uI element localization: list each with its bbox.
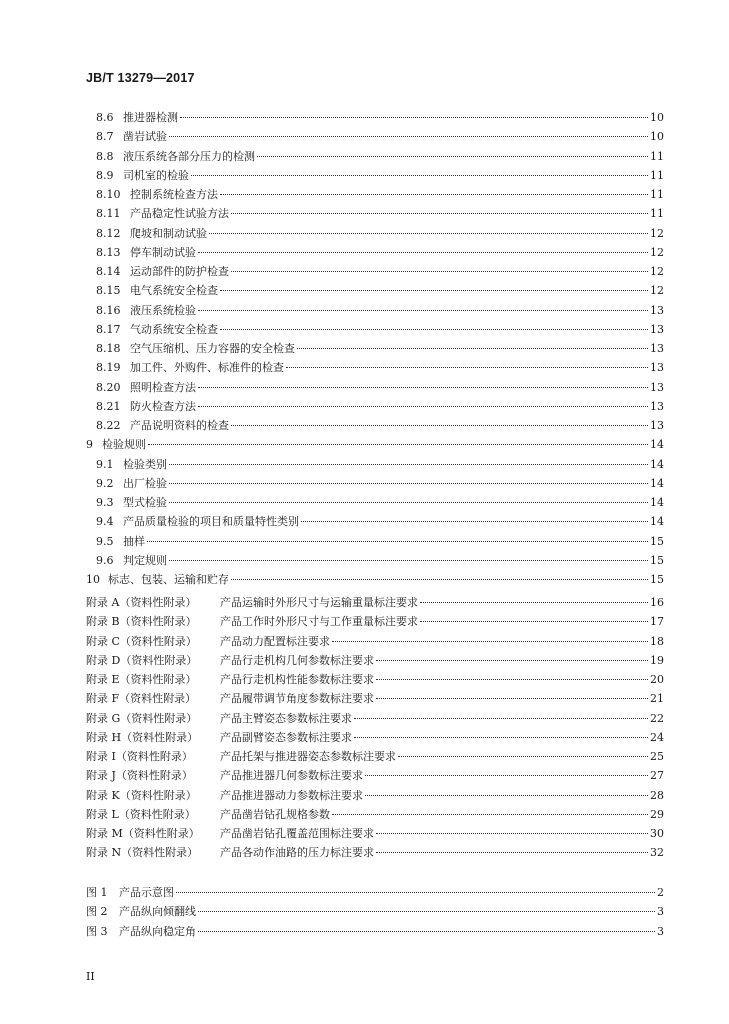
toc-entry-8-21[interactable] — [96, 397, 664, 416]
toc-figure-1-title: 产品示意图 — [119, 886, 174, 899]
toc-entry-8-20[interactable] — [96, 378, 664, 397]
toc-appendix-n-number: 附录 N（资料性附录） — [86, 846, 199, 860]
toc-entry-8-12-page-number: 12 — [650, 226, 664, 240]
toc-entry-8-11-leader-dots — [231, 213, 648, 214]
toc-appendix-l-leader-dots — [332, 814, 648, 815]
toc-figure-1-leader-dots — [176, 892, 655, 893]
toc-entry-8-15[interactable] — [96, 281, 664, 300]
toc-entry-8-6[interactable] — [96, 108, 664, 127]
toc-entry-9-1-number: 9.1 — [96, 457, 114, 471]
toc-entry-9-6-number: 9.6 — [96, 553, 114, 567]
toc-entry-8-18-number: 8.18 — [96, 342, 121, 355]
toc-appendix-j-leader-dots — [365, 775, 648, 776]
toc-entry-8-21-title: 防火检查方法 — [130, 399, 196, 413]
toc-appendix-j-page-number: 27 — [650, 769, 664, 783]
toc-entry-9-4-title: 产品质量检验的项目和质量特性类别 — [123, 515, 299, 529]
toc-appendix-b[interactable] — [86, 612, 664, 631]
toc-appendix-b-title: 产品工作时外形尺寸与工作重量标注要求 — [220, 615, 418, 629]
toc-appendix-i-page-number: 25 — [650, 750, 664, 763]
toc-appendix-m-page-number: 30 — [650, 827, 664, 840]
page-number: II — [86, 970, 95, 983]
toc-entry-8-16-page-number: 13 — [650, 303, 664, 317]
toc-entry-8-16-leader-dots — [198, 310, 648, 311]
toc-figure-2-number: 图 2 — [86, 905, 108, 919]
toc-appendix-b-leader-dots — [420, 621, 648, 622]
toc-entry-8-15-leader-dots — [220, 290, 648, 291]
toc-entry-8-17-number: 8.17 — [96, 322, 121, 336]
toc-entry-8-12[interactable] — [96, 224, 664, 243]
toc-appendix-l-number: 附录 L（资料性附录） — [86, 807, 196, 821]
toc-appendix-a-page-number: 16 — [650, 596, 664, 609]
toc-appendix-n-leader-dots — [376, 852, 648, 853]
toc-appendix-a-number: 附录 A（资料性附录） — [86, 596, 197, 609]
toc-appendix-a[interactable] — [86, 593, 664, 612]
toc-entry-9-2-page-number: 14 — [650, 476, 664, 490]
toc-entry-8-18[interactable] — [96, 339, 664, 358]
toc-appendix-j[interactable] — [86, 766, 664, 785]
toc-entry-9-2[interactable] — [96, 474, 664, 493]
toc-entry-8-7-title: 凿岩试验 — [123, 130, 167, 144]
toc-entry-8-7-leader-dots — [169, 136, 648, 137]
toc-appendix-k-number: 附录 K（资料性附录） — [86, 788, 197, 802]
toc-entry-9-5-page-number: 15 — [650, 534, 664, 548]
toc-entry-9-2-number: 9.2 — [96, 476, 114, 490]
toc-entry-8-19-leader-dots — [286, 367, 648, 368]
toc-appendix-g-number: 附录 G（资料性附录） — [86, 711, 198, 725]
toc-entry-8-12-number: 8.12 — [96, 226, 121, 240]
toc-entry-10-leader-dots — [231, 579, 648, 580]
toc-appendix-g[interactable] — [86, 709, 664, 728]
toc-entry-9-6-leader-dots — [169, 560, 648, 561]
toc-appendix-k-leader-dots — [365, 795, 648, 796]
toc-entry-9-6-title: 判定规则 — [123, 553, 167, 567]
toc-figure-3-leader-dots — [198, 931, 655, 932]
toc-entry-8-17[interactable] — [96, 320, 664, 339]
toc-entry-9-3-title: 型式检验 — [123, 496, 167, 509]
toc-appendix-a-title: 产品运输时外形尺寸与运输重量标注要求 — [220, 596, 418, 609]
toc-appendix-f-number: 附录 F（资料性附录） — [86, 692, 197, 706]
toc-entry-8-11-title: 产品稳定性试验方法 — [130, 207, 229, 221]
toc-entry-9-title: 检验规则 — [102, 438, 146, 452]
toc-entry-8-13[interactable] — [96, 243, 664, 262]
toc-entry-8-8[interactable] — [96, 147, 664, 166]
toc-appendix-j-number: 附录 J（资料性附录） — [86, 769, 193, 783]
toc-appendix-f[interactable] — [86, 689, 664, 708]
toc-figure-2[interactable] — [86, 902, 664, 921]
document-code: JB/T 13279—2017 — [86, 71, 195, 85]
toc-entry-8-19[interactable] — [96, 358, 664, 377]
toc-appendix-i-leader-dots — [398, 756, 648, 757]
toc-entry-8-9-leader-dots — [191, 175, 648, 176]
toc-appendix-k[interactable] — [86, 786, 664, 805]
toc-figure-3[interactable] — [86, 922, 664, 941]
toc-appendix-l[interactable] — [86, 805, 664, 824]
toc-entry-8-10-leader-dots — [220, 194, 648, 195]
toc-entry-9-2-title: 出厂检验 — [123, 476, 167, 490]
toc-entry-8-16-number: 8.16 — [96, 303, 121, 317]
toc-entry-8-19-page-number: 13 — [650, 361, 664, 375]
toc-entry-8-22-number: 8.22 — [96, 419, 121, 432]
toc-entry-8-10-page-number: 11 — [650, 188, 664, 201]
toc-entry-8-14-leader-dots — [231, 271, 648, 272]
toc-entry-8-15-number: 8.15 — [96, 284, 121, 298]
toc-entry-8-14-number: 8.14 — [96, 265, 121, 278]
toc-entry-10[interactable] — [86, 570, 664, 589]
toc-entry-8-21-leader-dots — [198, 406, 648, 407]
toc-entry-8-9-title: 司机室的检验 — [123, 168, 189, 182]
toc-entry-9-5[interactable] — [96, 532, 664, 551]
toc-entry-8-9-number: 8.9 — [96, 168, 114, 182]
toc-entry-8-22-leader-dots — [231, 425, 648, 426]
toc-entry-9-1-title: 检验类别 — [123, 457, 167, 471]
toc-appendix-g-page-number: 22 — [650, 711, 664, 725]
toc-entry-9-2-leader-dots — [169, 483, 648, 484]
toc-entry-9-page-number: 14 — [650, 438, 664, 452]
toc-entry-9-1-leader-dots — [169, 464, 648, 465]
toc-entry-8-7[interactable] — [96, 127, 664, 146]
toc-appendix-e-leader-dots — [376, 679, 648, 680]
toc-entry-8-20-leader-dots — [198, 387, 648, 388]
toc-appendix-e-number: 附录 E（资料性附录） — [86, 673, 197, 686]
toc-entry-8-18-page-number: 13 — [650, 342, 664, 355]
toc-appendix-g-leader-dots — [354, 718, 648, 719]
toc-appendix-a-leader-dots — [420, 602, 648, 603]
toc-entry-9-4-page-number: 14 — [650, 515, 664, 529]
toc-appendix-e-title: 产品行走机构性能参数标注要求 — [220, 673, 374, 686]
toc-entry-8-20-page-number: 13 — [650, 380, 664, 394]
toc-appendix-c-title: 产品动力配置标注要求 — [220, 634, 330, 648]
toc-entry-8-15-page-number: 12 — [650, 284, 664, 298]
toc-entry-8-18-title: 空气压缩机、压力容器的安全检查 — [130, 342, 295, 355]
toc-entry-8-16[interactable] — [96, 301, 664, 320]
toc-entry-8-18-leader-dots — [297, 348, 648, 349]
toc-appendix-e-page-number: 20 — [650, 673, 664, 686]
toc-appendix-f-page-number: 21 — [650, 692, 664, 706]
toc-entry-9-6[interactable] — [96, 551, 664, 570]
toc-entry-8-13-title: 停车制动试验 — [130, 245, 196, 259]
toc-appendix-i[interactable] — [86, 747, 664, 766]
toc-appendix-d-number: 附录 D（资料性附录） — [86, 653, 198, 667]
toc-appendix-h-number: 附录 H（资料性附录） — [86, 730, 199, 744]
toc-appendix-m-number: 附录 M（资料性附录） — [86, 827, 200, 840]
toc-entry-9-3-page-number: 14 — [650, 496, 664, 509]
toc-appendix-h-page-number: 24 — [650, 730, 664, 744]
toc-entry-8-7-number: 8.7 — [96, 130, 114, 144]
toc-entry-8-9[interactable] — [96, 166, 664, 185]
toc-appendix-c-page-number: 18 — [650, 634, 664, 648]
toc-entry-8-6-page-number: 10 — [650, 111, 664, 124]
toc-entry-8-16-title: 液压系统检验 — [130, 303, 196, 317]
toc-appendix-n-page-number: 32 — [650, 846, 664, 860]
toc-appendix-c-number: 附录 C（资料性附录） — [86, 634, 197, 648]
toc-figure-3-title: 产品纵向稳定角 — [119, 924, 196, 938]
toc-appendix-l-title: 产品凿岩钻孔规格参数 — [220, 807, 330, 821]
toc-entry-8-12-title: 爬坡和制动试验 — [130, 226, 207, 240]
toc-entry-9-1-page-number: 14 — [650, 457, 664, 471]
toc-entry-8-8-number: 8.8 — [96, 149, 114, 163]
toc-appendix-g-title: 产品主臂姿态参数标注要求 — [220, 711, 352, 725]
toc-appendix-b-page-number: 17 — [650, 615, 664, 629]
toc-figure-1-page-number: 2 — [657, 886, 664, 899]
toc-entry-8-9-page-number: 11 — [650, 168, 664, 182]
toc-appendix-d-title: 产品行走机构几何参数标注要求 — [220, 653, 374, 667]
toc-appendix-d-page-number: 19 — [650, 653, 664, 667]
toc-entry-9-3-leader-dots — [169, 502, 648, 503]
toc-appendix-e[interactable] — [86, 670, 664, 689]
toc-figure-1-number: 图 1 — [86, 886, 108, 899]
toc-entry-9[interactable] — [86, 435, 664, 454]
toc-appendix-i-title: 产品托架与推进器姿态参数标注要求 — [220, 750, 396, 763]
toc-appendix-n[interactable] — [86, 843, 664, 862]
toc-entry-8-14-page-number: 12 — [650, 265, 664, 278]
toc-entry-8-22[interactable] — [96, 416, 664, 435]
toc-figure-1[interactable] — [86, 883, 664, 902]
toc-appendix-h-title: 产品副臂姿态参数标注要求 — [220, 730, 352, 744]
toc-entry-8-20-title: 照明检查方法 — [130, 380, 196, 394]
toc-entry-8-10-number: 8.10 — [96, 188, 121, 201]
toc-entry-9-4[interactable] — [96, 512, 664, 531]
toc-entry-9-3[interactable] — [96, 493, 664, 512]
toc-entry-8-19-number: 8.19 — [96, 361, 121, 375]
toc-entry-9-6-page-number: 15 — [650, 553, 664, 567]
toc-entry-9-3-number: 9.3 — [96, 496, 114, 509]
toc-figure-3-number: 图 3 — [86, 924, 108, 938]
toc-entry-8-8-title: 液压系统各部分压力的检测 — [123, 149, 255, 163]
toc-appendix-d-leader-dots — [376, 660, 648, 661]
toc-entry-8-12-leader-dots — [209, 233, 648, 234]
toc-entry-9-4-leader-dots — [301, 521, 648, 522]
toc-appendix-h-leader-dots — [354, 737, 648, 738]
toc-entry-8-14-title: 运动部件的防护检查 — [130, 265, 229, 278]
toc-entry-8-11-number: 8.11 — [96, 207, 121, 221]
toc-entry-10-page-number: 15 — [650, 573, 664, 586]
toc-appendix-k-title: 产品推进器动力参数标注要求 — [220, 788, 363, 802]
toc-entry-9-1[interactable] — [96, 455, 664, 474]
toc-appendix-c-leader-dots — [332, 641, 648, 642]
toc-entry-8-11[interactable] — [96, 204, 664, 223]
toc-entry-8-21-page-number: 13 — [650, 399, 664, 413]
toc-entry-8-8-leader-dots — [257, 156, 648, 157]
toc-figure-2-page-number: 3 — [657, 905, 664, 919]
toc-entry-10-title: 标志、包装、运输和贮存 — [108, 573, 229, 586]
toc-appendix-j-title: 产品推进器几何参数标注要求 — [220, 769, 363, 783]
toc-entry-8-22-page-number: 13 — [650, 419, 664, 432]
toc-entry-8-22-title: 产品说明资料的检查 — [130, 419, 229, 432]
toc-entry-8-17-title: 气动系统安全检查 — [130, 322, 218, 336]
toc-figure-2-title: 产品纵向倾翻线 — [119, 905, 196, 919]
toc-entry-8-13-number: 8.13 — [96, 245, 121, 259]
toc-entry-9-leader-dots — [148, 444, 648, 445]
toc-entry-9-4-number: 9.4 — [96, 515, 114, 529]
toc-appendix-m-title: 产品凿岩钻孔覆盖范围标注要求 — [220, 827, 374, 840]
toc-appendix-l-page-number: 29 — [650, 807, 664, 821]
toc-entry-8-7-page-number: 10 — [650, 130, 664, 144]
toc-appendix-d[interactable] — [86, 651, 664, 670]
toc-entry-9-5-leader-dots — [147, 541, 648, 542]
toc-appendix-h[interactable] — [86, 728, 664, 747]
toc-entry-8-6-leader-dots — [180, 117, 648, 118]
toc-entry-8-13-leader-dots — [198, 252, 648, 253]
toc-entry-8-6-title: 推进器检测 — [123, 111, 178, 124]
toc-entry-10-number: 10 — [86, 573, 100, 586]
toc-entry-8-8-page-number: 11 — [650, 149, 664, 163]
toc-appendix-m-leader-dots — [376, 833, 648, 834]
toc-appendix-i-number: 附录 I（资料性附录） — [86, 750, 193, 763]
toc-entry-9-5-title: 抽样 — [123, 534, 145, 548]
toc-entry-8-20-number: 8.20 — [96, 380, 121, 394]
toc-entry-8-14[interactable] — [96, 262, 664, 281]
toc-entry-8-10[interactable] — [96, 185, 664, 204]
toc-appendix-f-title: 产品履带调节角度参数标注要求 — [220, 692, 374, 706]
toc-entry-8-11-page-number: 11 — [650, 207, 664, 221]
toc-appendix-c[interactable] — [86, 632, 664, 651]
toc-entry-8-17-page-number: 13 — [650, 322, 664, 336]
toc-entry-8-19-title: 加工件、外购件、标准件的检查 — [130, 361, 284, 375]
toc-entry-9-5-number: 9.5 — [96, 534, 114, 548]
toc-entry-8-10-title: 控制系统检查方法 — [130, 188, 218, 201]
toc-figure-2-leader-dots — [198, 911, 655, 912]
toc-entry-8-17-leader-dots — [220, 329, 648, 330]
toc-entry-8-15-title: 电气系统安全检查 — [130, 284, 218, 298]
toc-appendix-k-page-number: 28 — [650, 788, 664, 802]
toc-entry-9-number: 9 — [86, 438, 93, 452]
toc-appendix-b-number: 附录 B（资料性附录） — [86, 615, 197, 629]
toc-entry-8-13-page-number: 12 — [650, 245, 664, 259]
toc-entry-8-21-number: 8.21 — [96, 399, 121, 413]
toc-appendix-f-leader-dots — [376, 698, 648, 699]
toc-appendix-n-title: 产品各动作油路的压力标注要求 — [220, 846, 374, 860]
toc-appendix-m[interactable] — [86, 824, 664, 843]
toc-entry-8-6-number: 8.6 — [96, 111, 114, 124]
toc-figure-3-page-number: 3 — [657, 924, 664, 938]
